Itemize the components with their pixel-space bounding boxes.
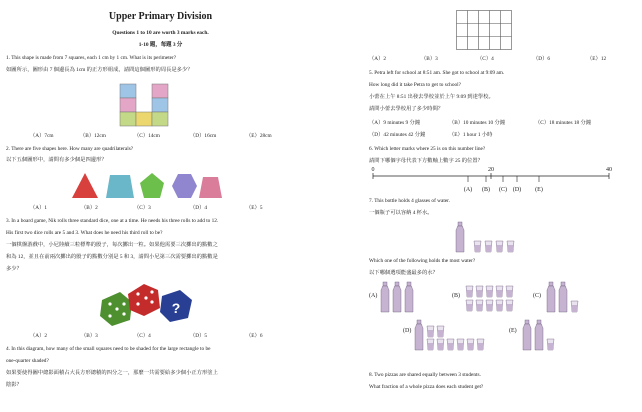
q5-option-b[interactable]: （B）10 minutes 10 分鐘 (449, 120, 506, 126)
page-subtitle-zh: 1-10 題，每題 3 分 (138, 42, 183, 48)
q3-option-a[interactable]: （A）2 (30, 333, 48, 339)
q7-option-e-label: (E) (509, 328, 517, 334)
glass-icon (496, 241, 503, 252)
q5-text-zh-line2: 請問小蕾去學校用了多少時間？ (369, 106, 444, 112)
q1-option-a[interactable]: （A）7cm (30, 133, 54, 139)
q7-option-d[interactable] (403, 320, 484, 350)
q6-text: 6. Which letter marks where 25 is on this number line? (369, 146, 486, 152)
glass-icon (507, 241, 514, 252)
q1-option-b[interactable]: （B）12cm (80, 133, 106, 139)
q7-bottle-glasses-figure (456, 218, 526, 254)
glass-icon (474, 241, 481, 252)
q2-shapes-figure (72, 171, 222, 201)
q7-text-zh: 一個瓶子可以容納 4 杯水。 (369, 210, 433, 216)
q3-option-d[interactable]: （D）5 (190, 333, 208, 339)
q4-grid-figure (456, 10, 512, 50)
q1-squares-figure (120, 84, 168, 128)
q7-text: 7. This bottle holds 4 glasses of water. (369, 198, 450, 204)
q7-option-b-label: (B) (452, 293, 460, 299)
q3-text-zh-line1: 一個棋盤游戲中，小尼陸續三粒標準的骰子，每次擲出一粒。如果他需要三次擲出的點數之 (6, 242, 218, 248)
q7-option-c[interactable] (533, 282, 578, 312)
q1-option-c[interactable]: （C）14cm (134, 133, 160, 139)
q7-question-zh: 以下哪個選項能盛最多的水？ (369, 270, 438, 276)
shape-quad-pink (199, 177, 222, 198)
q3-dice-figure (100, 282, 195, 327)
page-title: Upper Primary Division (108, 11, 213, 22)
q4-options (369, 56, 606, 63)
q5-option-a[interactable]: （A）9 minutes 9 分鐘 (369, 120, 421, 126)
green-die (100, 292, 132, 326)
shape-trapezoid (106, 175, 134, 198)
q1-option-d[interactable]: （D）16cm (190, 133, 217, 139)
square-pink-left (120, 98, 136, 112)
q7-option-b[interactable] (452, 286, 513, 311)
q2-option-e[interactable]: （E）5 (246, 205, 263, 211)
q4-option-c[interactable]: （C）4 (477, 56, 494, 62)
q4-text-line1: 4. In this diagram, how many of the small squares need to be shaded for the large rectangle to be (6, 346, 211, 352)
q5-text-line2: How long did it take Petra to get to school? (369, 82, 461, 88)
q7-option-d-label: (D) (403, 328, 412, 334)
square-yellow (136, 112, 152, 126)
marker-b[interactable]: (B) (482, 187, 490, 193)
tick-label-40: 40 (606, 167, 612, 173)
q7-question: Which one of the following holds the most water? (369, 258, 476, 264)
q2-text: 2. There are five shapes here. How many are quadrilaterals? (6, 146, 134, 152)
square-green-right (152, 112, 168, 126)
marker-e[interactable]: (E) (535, 187, 543, 193)
q7-option-a-label: (A) (369, 293, 378, 299)
q3-text-zh-line3: 多少？ (6, 266, 22, 272)
question-mark-icon: ? (171, 300, 181, 316)
q3-option-c[interactable]: （C）4 (134, 333, 151, 339)
marker-d[interactable]: (D) (512, 187, 522, 193)
marker-c[interactable]: (C) (499, 187, 507, 193)
q4-option-b[interactable]: （B）3 (421, 56, 438, 62)
shape-triangle (72, 173, 98, 198)
shape-pentagon (140, 173, 164, 198)
red-die (128, 284, 160, 316)
q2-options (30, 205, 262, 212)
q6-number-line (369, 166, 614, 196)
q7-options-figure (369, 280, 629, 364)
tick-label-0: 0 (371, 167, 375, 173)
q3-text-line1: 3. In a board game, Nik rolls three standard dice, one at a time. He needs his three rolls to add to 12. (6, 218, 219, 224)
tick-label-20: 20 (488, 167, 494, 173)
q4-text-zh-line2: 陰影？ (6, 382, 22, 388)
q7-option-a[interactable] (369, 282, 413, 312)
q4-option-a[interactable]: （A）2 (369, 56, 387, 62)
q5-option-d[interactable]: （D）42 minutes 42 分鐘 (369, 132, 426, 138)
q1-text-zh: 如圖所示，圖形由 7 個邊長為 1cm 的正方形組成，請問這個圖形的周長是多少？ (6, 67, 193, 73)
q7-option-e[interactable] (509, 320, 554, 350)
q4-option-d[interactable]: （D）6 (533, 56, 551, 62)
q1-options (30, 133, 272, 140)
square-blue-right (152, 98, 168, 112)
q3-option-b[interactable]: （B）3 (81, 333, 98, 339)
q4-option-e[interactable]: （E）12 (587, 56, 607, 62)
shape-hexagon (172, 174, 197, 198)
q3-text-line2: His first two dice rolls are 5 and 3. What does he need his third roll to be? (6, 230, 163, 236)
q4-text-zh-line1: 如果要使得圖中總影面積占大長方形總積的四分之一，那麼一共需要給多少個小正方形塗上 (6, 370, 218, 376)
marker-a[interactable]: (A) (463, 187, 473, 193)
q2-option-b[interactable]: （B）2 (81, 205, 98, 211)
q7-option-c-label: (C) (533, 293, 541, 299)
square-pink-top (152, 84, 168, 98)
q1-option-e[interactable]: （E）28cm (246, 133, 272, 139)
q3-options (30, 333, 262, 340)
q5-options-row1 (369, 120, 591, 127)
glass-icon (485, 241, 492, 252)
q5-text-line1: 5. Petra left for school at 8:51 am. She got to school at 9:09 am. (369, 70, 505, 76)
q6-text-zh: 請問下哪個字母代表下方數軸上數字 25 的位置？ (369, 158, 483, 164)
q8-text-line1: 8. Two pizzas are shared equally between 3 students. (369, 372, 481, 378)
q3-option-e[interactable]: （E）6 (246, 333, 263, 339)
blue-die (160, 290, 192, 322)
q8-text-line2: What fraction of a whole pizza does each student get? (369, 384, 484, 390)
q2-option-d[interactable]: （D）4 (190, 205, 208, 211)
square-blue-top (120, 84, 136, 98)
q2-text-zh: 以下五個圖形中，請問有多少個是四邊形？ (6, 157, 107, 163)
q5-option-c[interactable]: （C）18 minutes 18 分鐘 (535, 120, 592, 126)
q2-option-a[interactable]: （A）1 (30, 205, 48, 211)
q1-text: 1. This shape is made from 7 squares, each 1 cm by 1 cm. What is its perimeter? (6, 55, 177, 61)
q5-text-zh-line1: 小蕾在上午 8:51 出發去學校並於上午 9:09 到達學校。 (369, 94, 494, 100)
q2-option-c[interactable]: （C）3 (134, 205, 151, 211)
q3-text-zh-line2: 和為 12，並且在前兩次擲出的骰子的點數分別是 5 和 3，請問小尼第三次需要擲出的點數是 (6, 254, 218, 260)
page-subtitle: Questions 1 to 10 are worth 3 marks each. (112, 30, 209, 36)
bottle-icon (456, 222, 464, 252)
square-green-left (120, 112, 136, 126)
q5-option-e[interactable]: （E）1 hour 1 小時 (449, 132, 493, 138)
q5-options-row2 (369, 132, 492, 139)
q4-text-line2: one-quarter shaded? (6, 358, 49, 364)
